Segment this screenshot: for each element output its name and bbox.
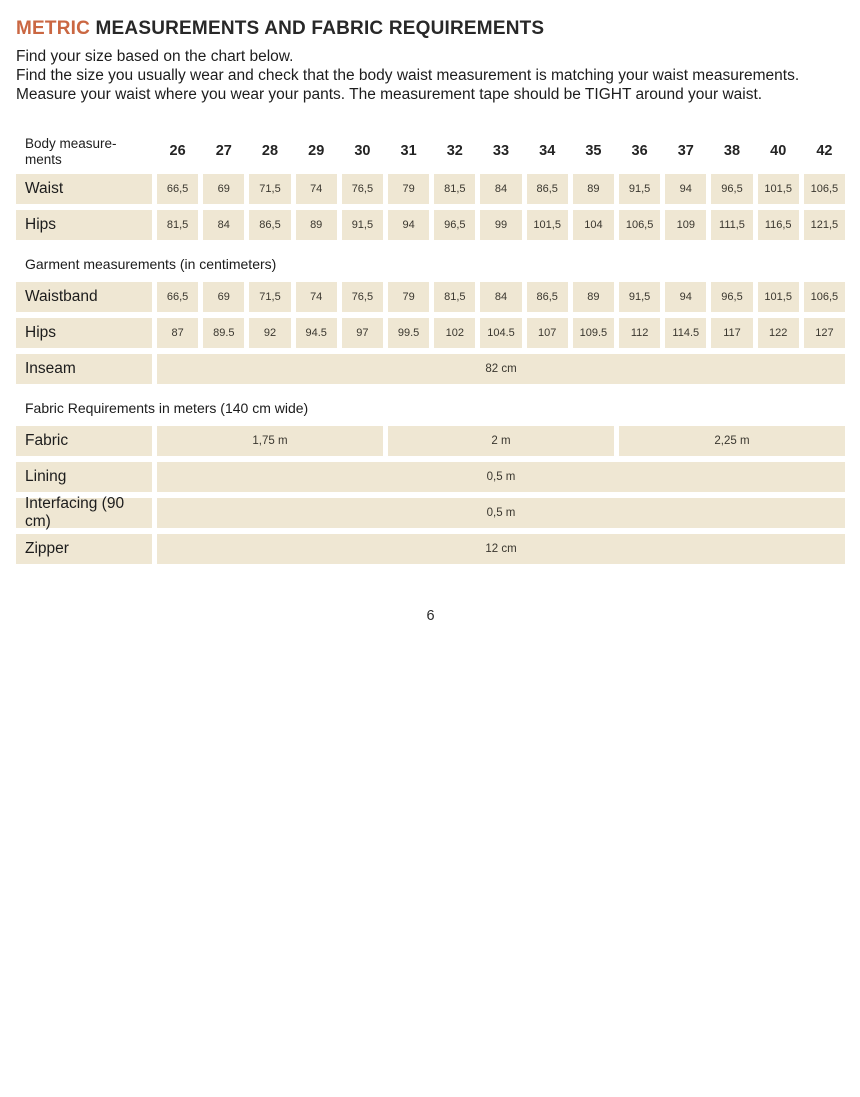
- measurement-value: 86,5: [249, 210, 290, 240]
- body-measurements-table: [16, 134, 845, 240]
- measurement-value: 81,5: [434, 282, 475, 312]
- measurement-value: 96,5: [711, 174, 752, 204]
- garment-measurements-table: [16, 282, 845, 384]
- measurement-value: 122: [758, 318, 799, 348]
- size-column-header: 26: [169, 143, 186, 159]
- measurement-value: 99: [480, 210, 521, 240]
- measurement-value: 107: [527, 318, 568, 348]
- row-label: Zipper: [16, 534, 152, 564]
- measurement-value: 116,5: [758, 210, 799, 240]
- measurement-value: 66,5: [157, 174, 198, 204]
- size-column-header: 33: [492, 143, 510, 159]
- measurement-value: 101,5: [758, 282, 799, 312]
- row-label: Waistband: [16, 282, 152, 312]
- size-column-header: 38: [723, 143, 741, 159]
- intro-line: Measure your waist where you wear your pants. The measurement tape should be TIGHT around your waist.: [16, 86, 763, 103]
- measurement-value: 121,5: [804, 210, 845, 240]
- size-column-header: 40: [770, 143, 787, 159]
- intro-text: [16, 47, 845, 104]
- span-value: 0,5 m: [157, 462, 845, 492]
- size-column-header: 37: [677, 143, 694, 159]
- measurement-value: 74: [296, 174, 337, 204]
- row-label: Hips: [16, 210, 152, 240]
- measurement-value: 104.5: [480, 318, 521, 348]
- size-column-header: 36: [631, 143, 648, 159]
- measurement-value: 94: [665, 174, 706, 204]
- measurement-value: 94: [665, 282, 706, 312]
- corner-label-line: Body measure-: [25, 136, 117, 151]
- measurement-value: 106,5: [619, 210, 660, 240]
- measurement-value: 127: [804, 318, 845, 348]
- size-column-header: 31: [400, 143, 417, 159]
- measurement-value: 99.5: [388, 318, 429, 348]
- measurement-value: 104: [573, 210, 614, 240]
- garment-measurements-heading: Garment measurements (in centimeters): [25, 256, 277, 272]
- measurement-value: 117: [711, 318, 752, 348]
- measurement-value: 101,5: [758, 174, 799, 204]
- measurement-value: 71,5: [249, 282, 290, 312]
- measurement-value: 112: [619, 318, 660, 348]
- row-label: Inseam: [16, 354, 152, 384]
- measurement-value: 84: [480, 282, 521, 312]
- measurement-value: 109.5: [573, 318, 614, 348]
- measurement-value: 111,5: [711, 210, 752, 240]
- measurement-value: 91,5: [619, 282, 660, 312]
- measurement-value: 76,5: [342, 282, 383, 312]
- measurement-value: 69: [203, 174, 244, 204]
- row-label: Lining: [16, 462, 152, 492]
- measurement-value: 66,5: [157, 282, 198, 312]
- measurement-value: 89: [296, 210, 337, 240]
- corner-label-line: ments: [25, 152, 62, 167]
- size-column-header: 35: [585, 143, 602, 159]
- measurement-value: 71,5: [249, 174, 290, 204]
- page-title-rest: MEASUREMENTS AND FABRIC REQUIREMENTS: [90, 18, 545, 39]
- size-column-header: 42: [816, 143, 833, 159]
- measurement-value: 101,5: [527, 210, 568, 240]
- measurement-value: 86,5: [527, 174, 568, 204]
- measurement-value: 96,5: [711, 282, 752, 312]
- page-title: [16, 18, 845, 40]
- measurement-value: 91,5: [342, 210, 383, 240]
- intro-line: Find your size based on the chart below.: [16, 48, 294, 65]
- measurement-value: 106,5: [804, 174, 845, 204]
- row-label: Hips: [16, 318, 152, 348]
- span-value: 0,5 m: [157, 498, 845, 528]
- fabric-requirements-heading: Fabric Requirements in meters (140 cm wide): [25, 400, 309, 416]
- measurement-value: 84: [480, 174, 521, 204]
- measurement-value: 109: [665, 210, 706, 240]
- measurement-value: 91,5: [619, 174, 660, 204]
- measurement-value: 74: [296, 282, 337, 312]
- span-value: 2 m: [388, 426, 614, 456]
- row-label: Waist: [16, 174, 152, 204]
- size-column-header: 27: [215, 143, 232, 159]
- measurement-value: 92: [249, 318, 290, 348]
- measurement-value: 102: [434, 318, 475, 348]
- page-title-highlight: METRIC: [16, 18, 91, 39]
- size-column-header: 34: [539, 143, 556, 159]
- measurement-value: 89: [573, 282, 614, 312]
- size-column-header: 32: [446, 143, 463, 159]
- span-value: 2,25 m: [619, 426, 845, 456]
- measurement-value: 76,5: [342, 174, 383, 204]
- page-number: 6: [426, 608, 435, 624]
- measurement-value: 84: [203, 210, 244, 240]
- measurement-value: 106,5: [804, 282, 845, 312]
- measurement-value: 86,5: [527, 282, 568, 312]
- measurement-value: 79: [388, 282, 429, 312]
- measurement-value: 69: [203, 282, 244, 312]
- measurement-value: 94.5: [296, 318, 337, 348]
- row-label: Interfacing (90 cm): [16, 498, 152, 528]
- measurement-value: 81,5: [157, 210, 198, 240]
- span-value: 1,75 m: [157, 426, 383, 456]
- span-value: 12 cm: [157, 534, 845, 564]
- measurement-value: 87: [157, 318, 198, 348]
- measurement-value: 94: [388, 210, 429, 240]
- size-column-header: 30: [354, 143, 371, 159]
- size-column-header: 28: [261, 143, 279, 159]
- size-column-header: 29: [308, 143, 325, 159]
- measurement-value: 89: [573, 174, 614, 204]
- intro-line: Find the size you usually wear and check that the body waist measurement is matching your waist measurements.: [16, 67, 800, 84]
- measurement-value: 97: [342, 318, 383, 348]
- measurement-value: 96,5: [434, 210, 475, 240]
- measurement-value: 114.5: [665, 318, 706, 348]
- fabric-requirements-table: [16, 426, 845, 564]
- measurement-value: 89.5: [203, 318, 244, 348]
- measurement-value: 81,5: [434, 174, 475, 204]
- measurement-value: 79: [388, 174, 429, 204]
- row-label: Fabric: [16, 426, 152, 456]
- span-value: 82 cm: [157, 354, 845, 384]
- body-measurements-corner-label: [16, 134, 152, 168]
